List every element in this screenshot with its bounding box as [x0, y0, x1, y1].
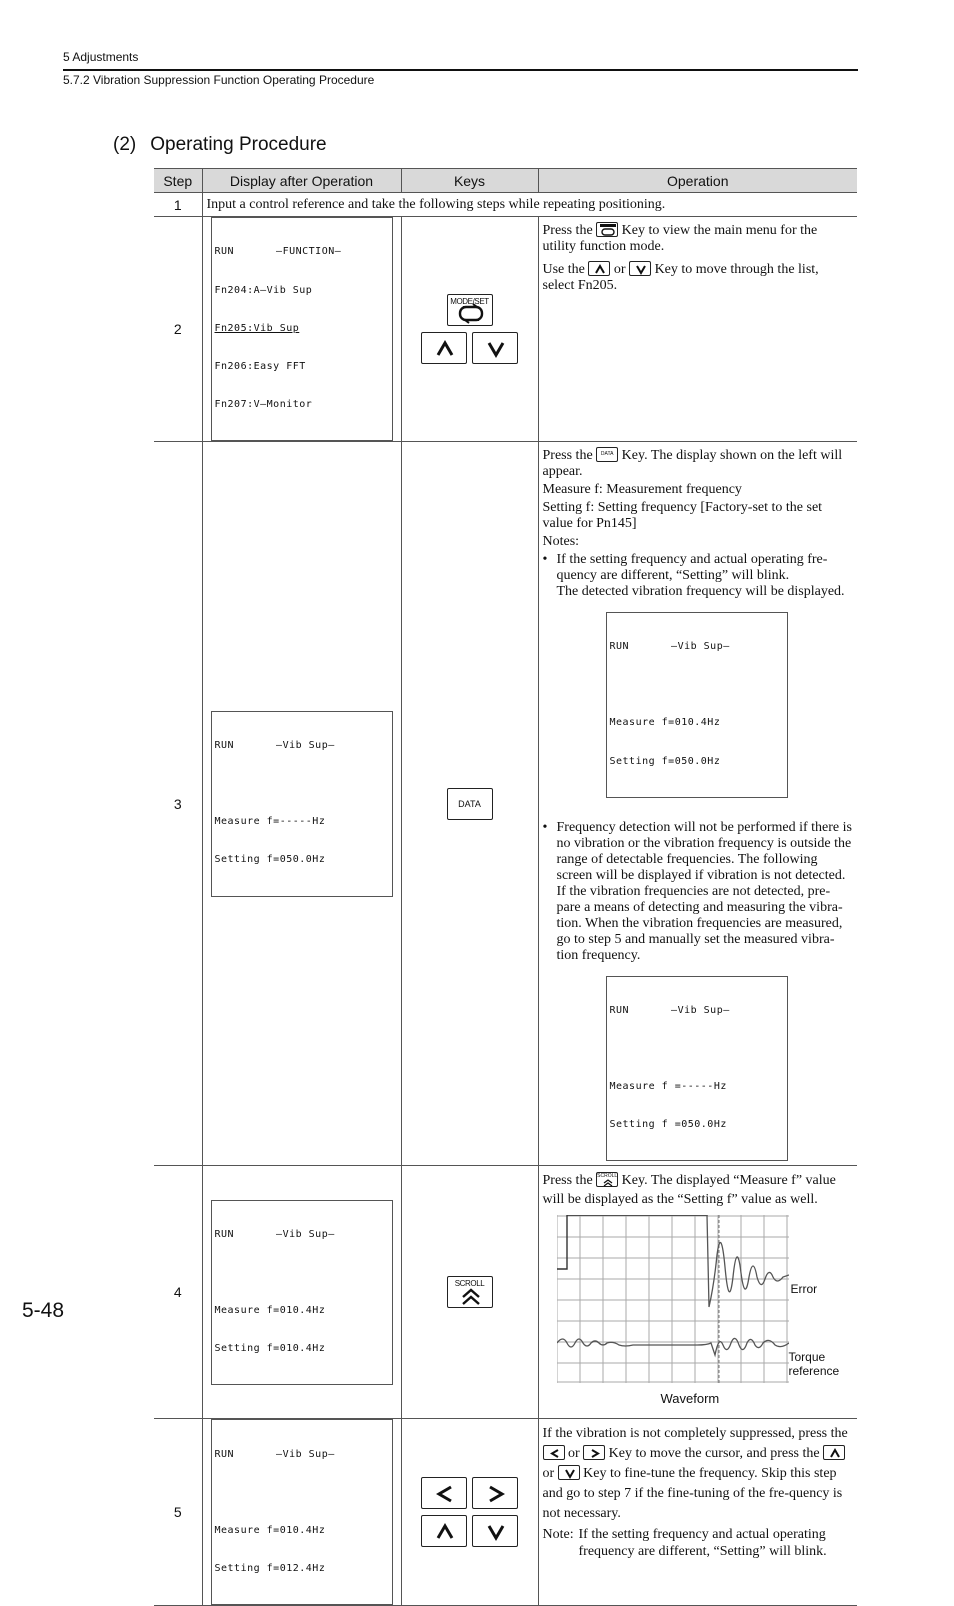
down-inline-icon: [629, 261, 651, 276]
down-key[interactable]: [472, 332, 518, 364]
lcd-line: Measure f=010.4Hz: [214, 1525, 326, 1537]
data-key[interactable]: [447, 788, 493, 820]
waveform-figure: [553, 1215, 845, 1411]
waveform-error-label: Error: [790, 1282, 818, 1297]
waveform-plot: [557, 1215, 789, 1383]
op-text: If the vibration is not completely suppressed, press the: [542, 1426, 848, 1442]
mode-set-arrows-icon: [448, 295, 494, 327]
down-key[interactable]: [472, 1515, 518, 1547]
step1-text: Input a control reference and take the following steps while repeating positioning.: [202, 193, 857, 217]
step4-operation: [538, 1166, 857, 1419]
lcd-line: Measure f=-----Hz: [214, 816, 326, 828]
lcd-display-step5: [211, 1419, 393, 1605]
step3-operation: [538, 441, 857, 1166]
up-arrow-icon: [422, 333, 468, 365]
right-key[interactable]: [472, 1477, 518, 1509]
lcd-line: Setting f=050.0Hz: [214, 854, 326, 866]
up-inline-icon: [823, 1445, 845, 1460]
lcd-line: [610, 679, 784, 692]
lcd-line: [215, 1267, 389, 1280]
right-inline-icon: [583, 1445, 605, 1460]
heading-number: (2): [113, 134, 137, 155]
step5-operation: [538, 1419, 857, 1606]
lcd-line: Fn206:Easy FFT: [214, 360, 306, 372]
header-section: 5.7.2 Vibration Suppression Function Operating Procedure: [63, 73, 375, 87]
table-row-step1: [154, 193, 857, 217]
step-number: 5: [154, 1419, 202, 1606]
op-text: or: [542, 1466, 555, 1482]
note-bullet-2: • Frequency detection will not be performed if there is no vibration or the vibration frequency is outside the range of detectable frequencies. The following screen will be displayed if vibration is not detected. If the vibration frequencies are not detected, pre-pare a means of detecting and measuring the vibra-tion. When the vibration frequencies are measured, go to step 5 and manually set the measured vibra-tion frequency.: [542, 819, 852, 963]
op-text: Press the: [542, 1173, 593, 1189]
up-key[interactable]: [421, 1515, 467, 1547]
table-row-step3: [154, 441, 857, 1166]
lcd-line: [215, 778, 389, 791]
lcd-line: RUN —Vib Sup—: [214, 1228, 335, 1240]
step-number: 2: [154, 217, 202, 442]
op-text: Key. The displayed “Measure f” value will be displayed as the “Setting f” value as well.: [542, 1173, 836, 1208]
col-header-step: Step: [154, 169, 202, 193]
step-number: 3: [154, 441, 202, 1166]
op-text: Press the: [542, 223, 593, 238]
lcd-line: Fn205:Vib Sup: [214, 322, 300, 334]
procedure-table: [154, 168, 857, 1606]
step2-operation: [538, 217, 857, 442]
lcd-display-not-detected: [606, 976, 788, 1162]
lcd-line: Measure f =-----Hz: [609, 1081, 727, 1093]
op-text: Setting f: Setting frequency [Factory-set to the set value for Pn145]: [542, 499, 823, 531]
col-header-keys: Keys: [401, 169, 538, 193]
table-row-step4: [154, 1166, 857, 1419]
op-text: or: [613, 262, 626, 277]
mode-set-key-label: MODE/SET: [450, 296, 489, 306]
op-text: Press the: [542, 447, 593, 463]
op-text: or: [568, 1446, 580, 1462]
table-row-step2: [154, 217, 857, 442]
waveform-caption: Waveform: [660, 1391, 720, 1407]
header-rule: [63, 69, 858, 71]
section-heading: [113, 134, 327, 156]
op-text: Use the: [542, 262, 585, 277]
down-arrow-icon: [473, 333, 519, 365]
lcd-line: Fn204:A—Vib Sup: [214, 284, 313, 296]
col-header-display: Display after Operation: [202, 169, 401, 193]
lcd-line: RUN —FUNCTION—: [214, 246, 342, 258]
data-key-label: DATA: [458, 798, 481, 809]
data-inline-icon: DATA: [596, 447, 618, 462]
lcd-display-step3: [211, 711, 393, 897]
page-number: 5-48: [22, 1299, 65, 1322]
right-arrow-icon: [473, 1478, 519, 1510]
lcd-line: Measure f=010.4Hz: [609, 717, 721, 729]
left-inline-icon: [543, 1445, 565, 1460]
lcd-line: Setting f =050.0Hz: [609, 1119, 727, 1131]
mode-set-inline-icon: [596, 222, 618, 237]
table-row-step5: [154, 1419, 857, 1606]
mode-set-key[interactable]: [447, 294, 493, 326]
heading-title: Operating Procedure: [150, 134, 327, 155]
down-inline-icon: [558, 1465, 580, 1480]
lcd-display-step2: [211, 217, 393, 441]
scroll-key-label: SCROLL: [454, 1279, 485, 1289]
step-number: 1: [154, 193, 202, 217]
col-header-operation: Operation: [538, 169, 857, 193]
down-arrow-icon: [473, 1516, 519, 1548]
lcd-line: Setting f=050.0Hz: [609, 755, 721, 767]
up-arrow-icon: [422, 1516, 468, 1548]
left-arrow-icon: [422, 1478, 468, 1510]
op-text: Key to move through the list, select Fn205.: [542, 262, 819, 293]
header-chapter: 5 Adjustments: [63, 50, 139, 64]
lcd-line: RUN —Vib Sup—: [609, 1005, 730, 1017]
scroll-key[interactable]: [447, 1276, 493, 1308]
scroll-inline-icon: SCROLL: [596, 1172, 618, 1187]
lcd-line: RUN —Vib Sup—: [609, 641, 730, 653]
lcd-display-step4: [211, 1200, 393, 1386]
lcd-line: RUN —Vib Sup—: [214, 740, 335, 752]
lcd-line: Fn207:V—Monitor: [214, 398, 313, 410]
lcd-display-detected: [606, 612, 788, 798]
up-inline-icon: [588, 261, 610, 276]
op-text: Notes:: [542, 533, 580, 549]
op-text: Key to fine-tune the frequency. Skip this step and go to step 7 if the fine-tuning of the fre-quency is not necessary.: [542, 1466, 843, 1522]
op-text: Key. The display shown on the left will appear.: [542, 447, 843, 479]
table-header-row: [154, 169, 857, 193]
left-key[interactable]: [421, 1477, 467, 1509]
up-key[interactable]: [421, 332, 467, 364]
step5-note: Note: If the setting frequency and actual operating frequency are different, “Setting” will blink.: [542, 1527, 827, 1560]
lcd-line: Setting f=010.4Hz: [214, 1343, 326, 1355]
lcd-line: RUN —Vib Sup—: [214, 1448, 335, 1460]
lcd-line: [215, 1487, 389, 1500]
op-text: Key to move the cursor, and press the: [608, 1446, 820, 1462]
waveform-torque-label: Torque reference: [788, 1350, 840, 1379]
lcd-line: Measure f=010.4Hz: [214, 1305, 326, 1317]
step-number: 4: [154, 1166, 202, 1419]
lcd-line: Setting f=012.4Hz: [214, 1563, 326, 1575]
note-bullet-1: • If the setting frequency and actual operating fre-quency are different, “Setting” will blink. The detected vibration frequency will be displayed.: [542, 551, 845, 599]
lcd-line: [610, 1043, 784, 1056]
op-text: Measure f: Measurement frequency: [542, 481, 742, 497]
op-text: Key to view the main menu for the utility function mode.: [542, 223, 818, 254]
scroll-double-up-icon: [448, 1277, 494, 1309]
